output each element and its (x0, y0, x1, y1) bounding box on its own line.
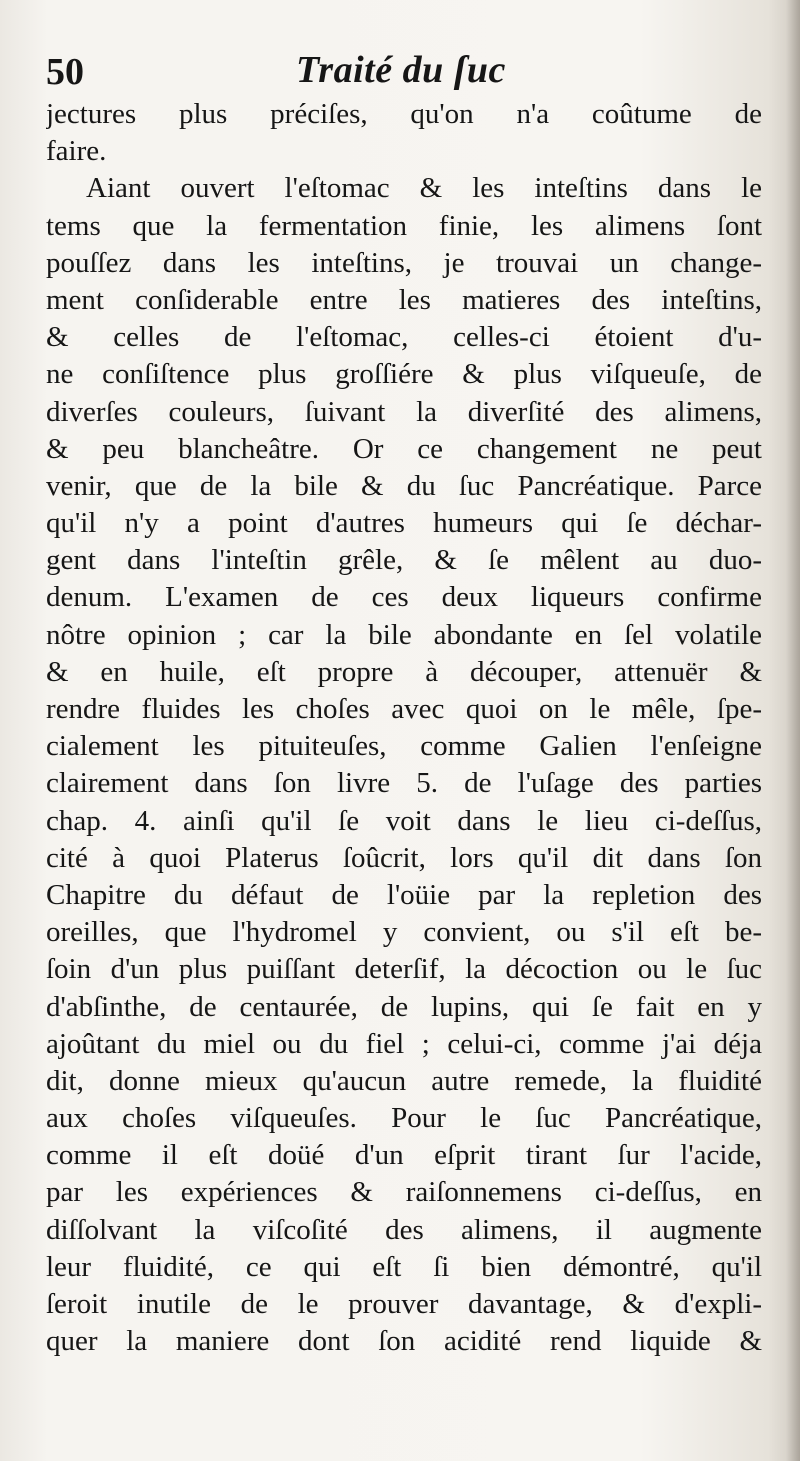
text-line: dit, donne mieux qu'aucun autre remede, la fluidité (46, 1064, 762, 1097)
text-line: oreilles, que l'hydromel y convient, ou s'il eſt be- (46, 916, 762, 949)
text-line: cité à quoi Platerus ſoûcrit, lors qu'il dit dans ſon (46, 841, 762, 874)
page-edge-shadow (786, 0, 800, 1461)
text-line: comme il eſt doüé d'un eſprit tirant ſur l'acide, (46, 1139, 762, 1172)
text-line: ment conſiderable entre les matieres des inteſtins, (46, 283, 762, 316)
text-line: diſſolvant la viſcoſité des alimens, il augmente (46, 1213, 762, 1246)
page-number: 50 (46, 51, 84, 93)
text-line: rendre fluides les choſes avec quoi on le mêle, ſpe- (46, 693, 762, 725)
text-line: chap. 4. ainſi qu'il ſe voit dans le lieu ci-deſſus, (46, 804, 762, 837)
text-line: ſeroit inutile de le prouver davantage, & d'expli- (46, 1288, 762, 1320)
text-line: denum. L'examen de ces deux liqueurs confirme (46, 581, 762, 614)
text-line: Aiant ouvert l'eſtomac & les inteſtins dans le (86, 172, 762, 205)
text-line: venir, que de la bile & du ſuc Pancréatique. Parce (46, 469, 762, 502)
text-line: par les expériences & raiſonnemens ci-deſſus, en (46, 1176, 762, 1209)
text-line: & en huile, eſt propre à découper, attenuër & (46, 655, 762, 688)
text-line: tems que la fermentation finie, les alimens ſont (46, 209, 762, 242)
text-line: jectures plus préciſes, qu'on n'a coûtume de (46, 98, 762, 130)
text-line: ne conſiſtence plus groſſiére & plus viſqueuſe, de (46, 358, 762, 391)
text-line: ajoûtant du miel ou du fiel ; celui-ci, comme j'ai déja (46, 1027, 762, 1060)
page-header (46, 46, 746, 96)
text-line: & peu blancheâtre. Or ce changement ne peut (46, 432, 762, 465)
text-line: nôtre opinion ; car la bile abondante en ſel volatile (46, 618, 762, 651)
text-line: & celles de l'eſtomac, celles-ci étoient d'u- (46, 321, 762, 354)
text-line: faire. (46, 135, 107, 168)
text-line: ſoin d'un plus puiſſant deterſif, la décoction ou le ſuc (46, 953, 762, 986)
text-line: cialement les pituiteuſes, comme Galien l'enſeigne (46, 730, 762, 763)
text-line: leur fluidité, ce qui eſt ſi bien démontré, qu'il (46, 1250, 762, 1283)
text-line: diverſes couleurs, ſuivant la diverſité des alimens, (46, 395, 762, 428)
text-line: aux choſes viſqueuſes. Pour le ſuc Pancréatique, (46, 1102, 762, 1135)
running-head: Traité du ſuc (296, 49, 506, 91)
text-line: qu'il n'y a point d'autres humeurs qui ſe déchar- (46, 507, 762, 540)
body-text (46, 96, 762, 1360)
text-line: quer la maniere dont ſon acidité rend liquide & (46, 1325, 762, 1358)
text-line: d'abſinthe, de centaurée, de lupins, qui ſe fait en y (46, 990, 762, 1023)
text-line: clairement dans ſon livre 5. de l'uſage des parties (46, 767, 762, 800)
text-line: Chapitre du défaut de l'oüie par la repletion des (46, 878, 762, 911)
text-line: gent dans l'inteſtin grêle, & ſe mêlent au duo- (46, 544, 762, 577)
text-line: pouſſez dans les inteſtins, je trouvai un change- (46, 246, 762, 279)
